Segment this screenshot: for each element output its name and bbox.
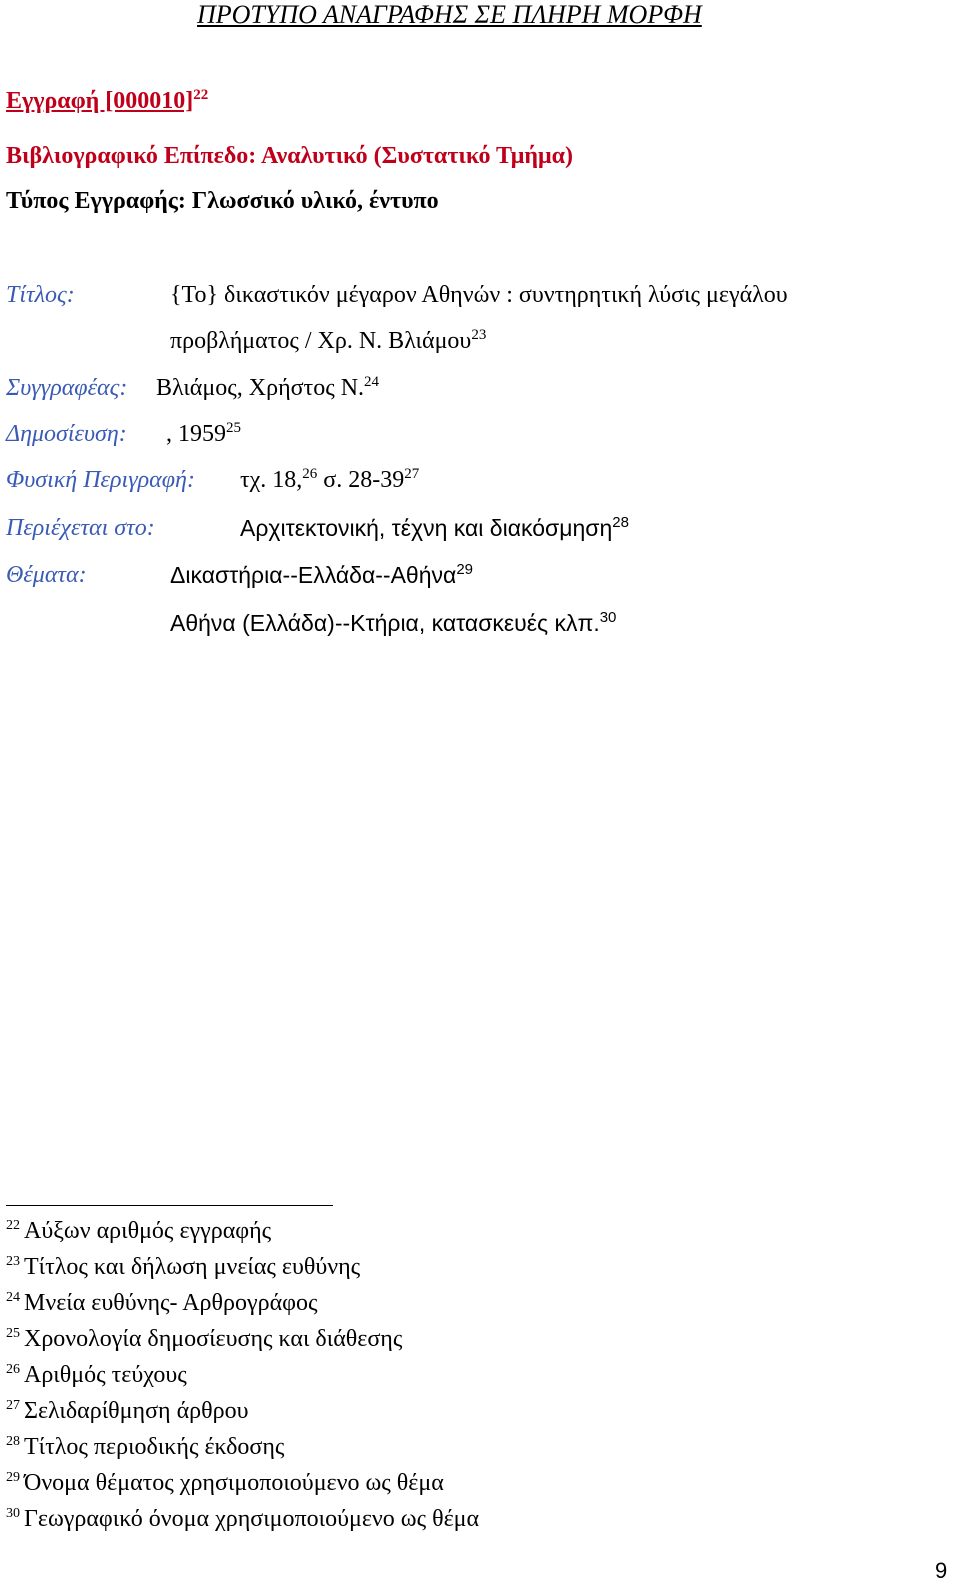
- footnote-text: Αύξων αριθμός εγγραφής: [24, 1218, 272, 1244]
- footnote-text: Όνομα θέματος χρησιμοποιούμενο ως θέμα: [24, 1470, 444, 1496]
- page-number: 9: [935, 1558, 948, 1583]
- footnote: [6, 1290, 318, 1317]
- subject-1-text: Δικαστήρια--Ελλάδα--Αθήνα: [170, 562, 457, 588]
- physical-issue: τχ. 18,: [240, 467, 303, 493]
- footnote-number: 29: [6, 1470, 20, 1485]
- footnote-number: 25: [6, 1326, 20, 1341]
- footnote-text: Αριθμός τεύχους: [24, 1362, 187, 1388]
- footnote: [6, 1254, 360, 1281]
- footnote-text: Σελιδαρίθμηση άρθρου: [24, 1398, 249, 1424]
- physical-description-label: Φυσική Περιγραφή:: [6, 467, 195, 493]
- footnote-text: Μνεία ευθύνης- Αρθρογράφος: [24, 1290, 318, 1316]
- footnote-number: 27: [6, 1398, 20, 1413]
- footnote-separator: [6, 1205, 333, 1206]
- subject-1-ref: 29: [456, 561, 473, 578]
- footnote-text: Γεωγραφικό όνομα χρησιμοποιούμενο ως θέμα: [24, 1506, 480, 1532]
- title-value-text: προβλήματος / Χρ. Ν. Βλιάμου: [170, 328, 472, 354]
- contained-in-value: [240, 515, 629, 542]
- physical-pages-ref: 27: [404, 466, 420, 482]
- footnote: [6, 1434, 284, 1461]
- record-number-text: Εγγραφή [000010]: [6, 88, 194, 114]
- footnote: [6, 1506, 479, 1533]
- author-value: [156, 375, 379, 402]
- page-heading: ΠΡΟΤΥΠΟ ΑΝΑΓΡΑΦΗΣ ΣΕ ΠΛΗΡΗ ΜΟΡΦΗ: [197, 0, 702, 29]
- title-label: Τίτλος:: [6, 282, 75, 308]
- physical-description-value: [240, 467, 419, 494]
- footnote: [6, 1218, 271, 1245]
- footnote: [6, 1326, 402, 1353]
- contained-in-label: Περιέχεται στο:: [6, 515, 155, 541]
- publication-ref: 25: [226, 420, 241, 436]
- physical-pages: σ. 28-39: [323, 467, 405, 493]
- physical-issue-ref: 26: [302, 466, 318, 482]
- author-label: Συγγραφέας:: [6, 375, 128, 401]
- record-number: [6, 88, 208, 115]
- subject-2-text: Αθήνα (Ελλάδα)--Κτήρια, κατασκευές κλπ.: [170, 610, 600, 636]
- publication-value: [166, 421, 241, 448]
- author-ref: 24: [364, 374, 380, 390]
- footnote-text: Χρονολογία δημοσίευσης και διάθεσης: [24, 1326, 403, 1352]
- title-value-line2: [170, 328, 486, 355]
- subject-2: [170, 610, 616, 637]
- record-number-ref: 22: [193, 87, 209, 103]
- footnote-number: 26: [6, 1362, 20, 1377]
- title-ref: 23: [471, 327, 487, 343]
- footnote: [6, 1398, 248, 1425]
- footnote-number: 28: [6, 1434, 20, 1449]
- contained-in-text: Αρχιτεκτονική, τέχνη και διακόσμηση: [240, 515, 613, 541]
- title-value-line1: {Το} δικαστικόν μέγαρον Αθηνών : συντηρητική λύσις μεγάλου: [170, 282, 788, 308]
- footnote: [6, 1470, 444, 1497]
- subject-2-ref: 30: [599, 609, 617, 626]
- publication-value-text: , 1959: [166, 421, 226, 447]
- footnote-text: Τίτλος περιοδικής έκδοσης: [24, 1434, 285, 1460]
- footnote-number: 24: [6, 1290, 20, 1305]
- author-value-text: Βλιάμος, Χρήστος Ν.: [156, 375, 365, 401]
- subjects-label: Θέματα:: [6, 562, 87, 588]
- bibliographic-level: Βιβλιογραφικό Επίπεδο: Αναλυτικό (Συστατικό Τμήμα): [6, 143, 574, 169]
- footnote-number: 23: [6, 1254, 20, 1269]
- footnote-number: 30: [6, 1506, 20, 1521]
- subject-1: [170, 562, 473, 589]
- contained-in-ref: 28: [612, 514, 629, 531]
- footnote-text: Τίτλος και δήλωση μνείας ευθύνης: [24, 1254, 361, 1280]
- record-type: Τύπος Εγγραφής: Γλωσσικό υλικό, έντυπο: [6, 188, 439, 214]
- publication-label: Δημοσίευση:: [6, 421, 127, 447]
- footnote: [6, 1362, 187, 1389]
- footnote-number: 22: [6, 1218, 20, 1233]
